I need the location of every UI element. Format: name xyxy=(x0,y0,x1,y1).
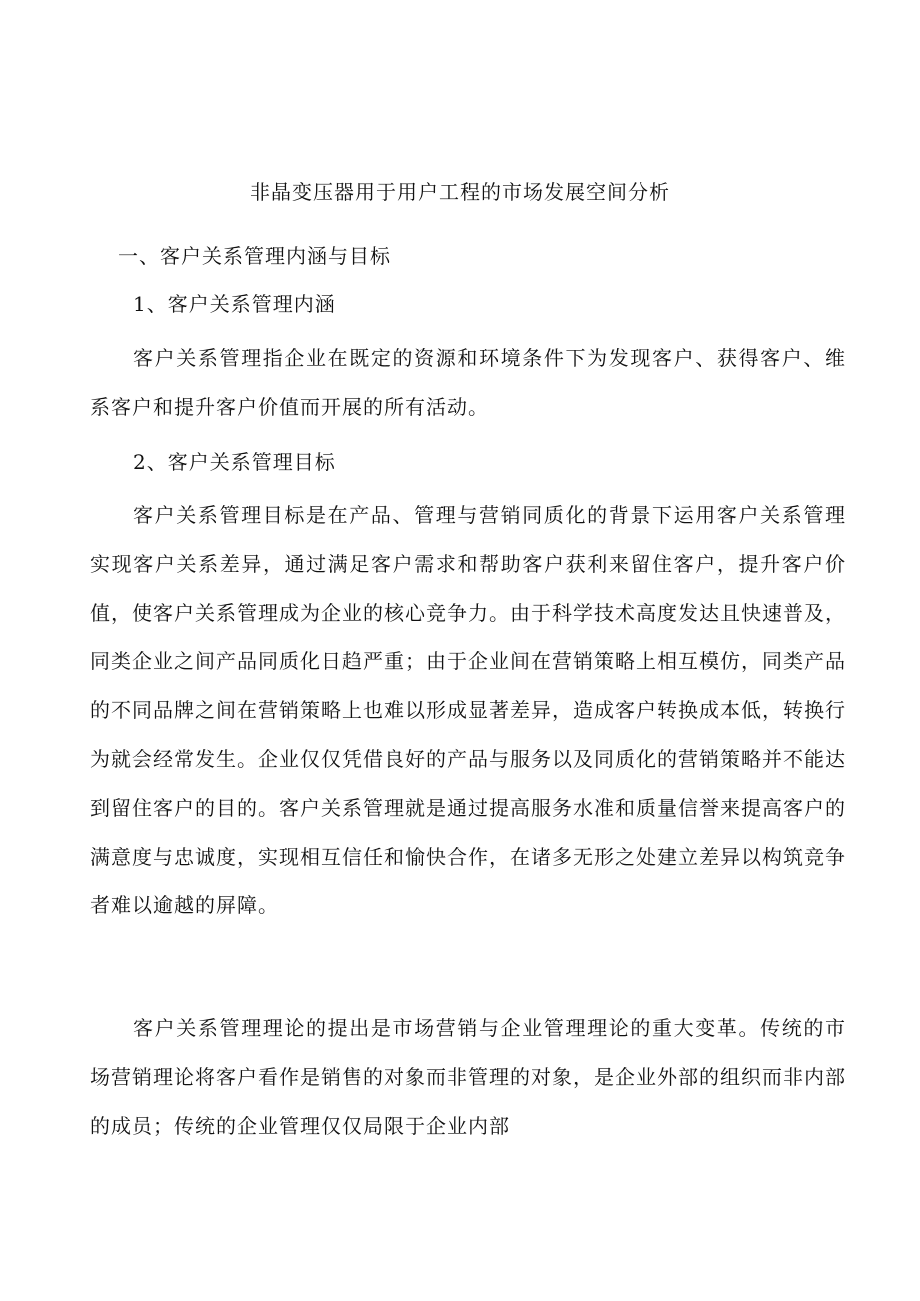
subsection-heading-1: 1、客户关系管理内涵 xyxy=(133,292,336,316)
paragraph-2: 客户关系管理目标是在产品、管理与营销同质化的背景下运用客户关系管理实现客户关系差异，通过满足客户需求和帮助客户获利来留住客户，提升客户价值，使客户关系管理成为企业的核心竞争力。由于科学技术高度发达且快速普及，同类企业之间产品同质化日趋严重；由于企业间在营销策略上相互模仿，同类产品的不同品牌之间在营销策略上也难以形成显著差异，造成客户转换成本低，转换行为就会经常发生。企业仅仅凭借良好的产品与服务以及同质化的营销策略并不能达到留住客户的目的。客户关系管理就是通过提高服务水准和质量信誉来提高客户的满意度与忠诚度，实现相互信任和愉快合作，在诸多无形之处建立差异以构筑竞争者难以逾越的屏障。 xyxy=(90,503,846,918)
section-heading: 一、客户关系管理内涵与目标 xyxy=(118,244,391,268)
paragraph-3: 客户关系管理理论的提出是市场营销与企业管理理论的重大变革。传统的市场营销理论将客户看作是销售的对象而非管理的对象，是企业外部的组织而非内部的成员；传统的企业管理仅仅局限于企业内部 xyxy=(90,1016,846,1138)
document-title: 非晶变压器用于用户工程的市场发展空间分析 xyxy=(250,180,670,204)
paragraph-1: 客户关系管理指企业在既定的资源和环境条件下为发现客户、获得客户、维系客户和提升客户价值而开展的所有活动。 xyxy=(90,346,846,419)
subsection-heading-2: 2、客户关系管理目标 xyxy=(133,450,336,474)
